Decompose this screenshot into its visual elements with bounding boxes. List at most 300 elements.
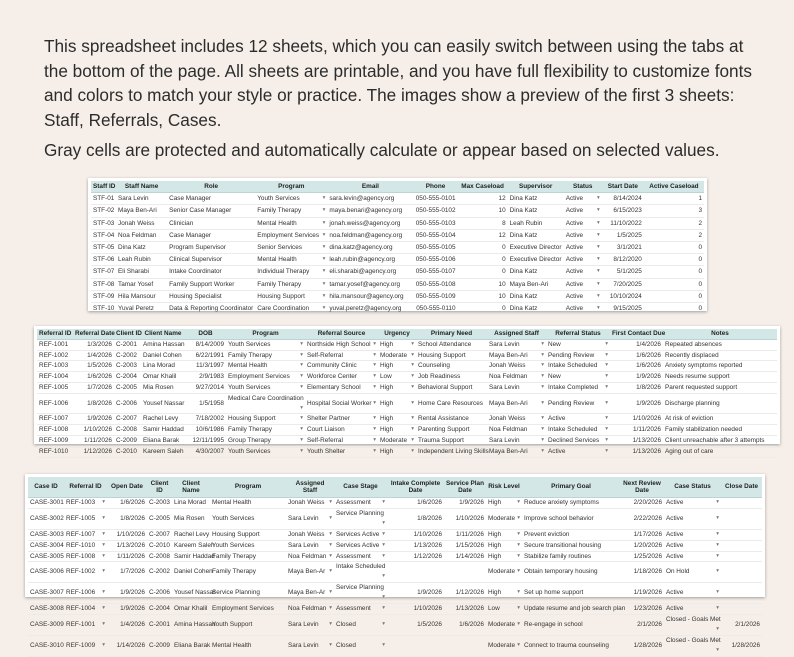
referral-cell[interactable]: Active ▾ <box>546 446 610 457</box>
case-cell[interactable]: Assessment ▾ <box>334 498 387 509</box>
table-row <box>91 242 704 254</box>
case-cell: Omar Khalil <box>172 604 210 615</box>
staff-cell: Sara Levin <box>116 193 167 205</box>
referral-cell[interactable]: New ▾ <box>546 339 610 350</box>
table-row <box>91 254 704 266</box>
referral-cell: Anxiety symptoms reported <box>663 361 777 372</box>
case-cell[interactable]: Intake Scheduled ▾ <box>334 562 387 583</box>
referral-cell[interactable]: High ▾ <box>378 382 416 393</box>
referral-cell[interactable]: Maya Ben-Ari ▾ <box>487 393 546 414</box>
referral-cell[interactable]: Family Therapy ▾ <box>226 425 305 436</box>
table-row <box>28 508 762 529</box>
case-cell[interactable]: Active ▾ <box>664 583 721 604</box>
referral-cell: 1/12/2026 <box>73 446 114 457</box>
staff-cell: 11/10/2022 <box>602 217 644 229</box>
staff-cell: Family Support Worker <box>167 278 255 290</box>
staff-table <box>91 181 704 315</box>
referral-header-cell: Primary Need <box>416 329 487 339</box>
case-cell: Eliana Barak <box>172 635 210 656</box>
referral-cell[interactable]: Intake Scheduled ▾ <box>546 361 610 372</box>
case-cell: 1/6/2026 <box>444 614 486 635</box>
referral-cell: 2/9/1983 <box>185 372 226 383</box>
case-cell: CASE-3002 <box>28 508 64 529</box>
staff-cell: Clinician <box>167 217 255 229</box>
case-cell[interactable]: Sara Levin ▾ <box>286 635 334 656</box>
staff-cell: Maya Ben-Ari <box>508 278 564 290</box>
referral-cell: 1/13/2026 <box>610 446 663 457</box>
staff-cell[interactable]: Housing Support ▾ <box>255 290 327 302</box>
case-cell: CASE-3009 <box>28 614 64 635</box>
case-cell <box>387 562 444 583</box>
referral-cell: 11/3/1997 <box>185 361 226 372</box>
referral-cell: Counseling <box>416 361 487 372</box>
referral-cell[interactable]: Declined Services ▾ <box>546 435 610 446</box>
case-cell[interactable]: REF-1005 ▾ <box>64 508 107 529</box>
referral-cell[interactable]: High ▾ <box>378 339 416 350</box>
case-cell[interactable]: Sara Levin ▾ <box>286 508 334 529</box>
staff-cell: leah.rubin@agency.org <box>327 254 413 266</box>
case-cell: 1/7/2026 <box>107 562 147 583</box>
table-row <box>37 435 777 446</box>
case-cell: Yousef Nassar <box>172 583 210 604</box>
referral-cell: 1/8/2026 <box>610 382 663 393</box>
table-row <box>37 372 777 383</box>
referral-header-cell: Referral Date <box>73 329 114 339</box>
case-cell[interactable]: REF-1002 ▾ <box>64 562 107 583</box>
case-cell[interactable]: REF-1008 ▾ <box>64 551 107 562</box>
staff-cell[interactable]: Active ▾ <box>564 205 602 217</box>
referral-cell[interactable]: Maya Ben-Ari ▾ <box>487 350 546 361</box>
referral-cell: REF-1007 <box>37 414 73 425</box>
referral-cell[interactable]: New ▾ <box>546 372 610 383</box>
staff-cell[interactable]: Active ▾ <box>564 242 602 254</box>
staff-cell: 8 <box>458 217 508 229</box>
case-cell[interactable]: Active ▾ <box>664 498 721 509</box>
cases-table <box>28 477 762 657</box>
referral-cell[interactable]: Community Clinic ▾ <box>305 361 378 372</box>
case-cell[interactable]: Closed - Goals Met ▾ <box>664 635 721 656</box>
staff-cell[interactable]: Employment Services ▾ <box>255 229 327 241</box>
staff-cell: 0 <box>644 266 704 278</box>
case-cell: CASE-3008 <box>28 604 64 615</box>
case-cell: 1/8/2026 <box>387 508 444 529</box>
referral-cell[interactable]: Youth Shelter ▾ <box>305 446 378 457</box>
referral-cell[interactable]: Youth Services ▾ <box>226 382 305 393</box>
case-cell: C-2004 <box>147 604 172 615</box>
staff-header-cell: Max Caseload <box>458 181 508 193</box>
referral-cell[interactable]: Pending Review ▾ <box>546 393 610 414</box>
case-cell[interactable]: Moderate ▾ <box>486 508 522 529</box>
case-header-cell: Case Stage <box>334 477 387 498</box>
referral-cell[interactable]: High ▾ <box>378 414 416 425</box>
referral-header-cell: Referral ID <box>37 329 73 339</box>
case-cell: 1/10/2026 <box>387 529 444 540</box>
referral-cell[interactable]: Northside High School ▾ <box>305 339 378 350</box>
case-cell: Family Therapy <box>210 562 286 583</box>
case-header-cell: Close Date <box>721 477 762 498</box>
referral-cell[interactable]: Pending Review ▾ <box>546 350 610 361</box>
case-header-cell: Client ID <box>147 477 172 498</box>
case-cell[interactable]: Assessment ▾ <box>334 604 387 615</box>
referral-cell: 1/9/2026 <box>73 414 114 425</box>
case-cell[interactable]: Active ▾ <box>664 551 721 562</box>
referral-header-cell: Assigned Staff <box>487 329 546 339</box>
case-cell: 1/20/2026 <box>620 540 664 551</box>
referral-cell[interactable]: Noa Feldman ▾ <box>487 372 546 383</box>
case-header-cell: Risk Level <box>486 477 522 498</box>
referral-cell: 9/27/2014 <box>185 382 226 393</box>
case-cell: 1/9/2026 <box>107 583 147 604</box>
referral-cell[interactable]: Intake Scheduled ▾ <box>546 425 610 436</box>
case-cell[interactable]: Closed - Goals Met ▾ <box>664 614 721 635</box>
referral-cell[interactable]: Youth Services ▾ <box>226 446 305 457</box>
table-row <box>91 278 704 290</box>
cases-sheet-preview <box>25 474 765 649</box>
case-cell[interactable]: Moderate ▾ <box>486 562 522 583</box>
table-row <box>37 350 777 361</box>
referral-header-cell: Client ID <box>114 329 141 339</box>
referral-cell: 1/11/2026 <box>610 425 663 436</box>
table-row <box>91 266 704 278</box>
staff-cell: 050-555-0107 <box>413 266 457 278</box>
referral-cell[interactable]: Moderate ▾ <box>378 435 416 446</box>
staff-cell[interactable]: Care Coordination ▾ <box>255 303 327 315</box>
case-cell[interactable]: Noa Feldman ▾ <box>286 604 334 615</box>
referral-cell: Amina Hassan <box>141 339 185 350</box>
staff-cell: Eli Sharabi <box>116 266 167 278</box>
intro-text <box>44 34 764 163</box>
staff-cell: 0 <box>458 242 508 254</box>
referrals-table <box>37 329 777 458</box>
referral-cell: 12/11/1995 <box>185 435 226 446</box>
case-cell[interactable]: Maya Ben-Ar ▾ <box>286 583 334 604</box>
referral-cell: 1/3/2026 <box>73 339 114 350</box>
referral-cell: 1/7/2026 <box>73 382 114 393</box>
staff-header-cell: Program <box>255 181 327 193</box>
staff-cell[interactable]: Active ▾ <box>564 254 602 266</box>
staff-cell: Dina Katz <box>508 193 564 205</box>
case-cell: C-2002 <box>147 562 172 583</box>
staff-cell[interactable]: Youth Services ▾ <box>255 193 327 205</box>
case-cell: Re-engage in school <box>522 614 620 635</box>
staff-cell: jonah.weiss@agency.org <box>327 217 413 229</box>
case-header-cell: Client Name <box>172 477 210 498</box>
staff-cell[interactable]: Active ▾ <box>564 278 602 290</box>
case-cell[interactable]: REF-1009 ▾ <box>64 635 107 656</box>
staff-cell: Jonah Weiss <box>116 217 167 229</box>
referral-cell: REF-1008 <box>37 425 73 436</box>
staff-cell: Program Supervisor <box>167 242 255 254</box>
case-cell[interactable]: REF-1007 ▾ <box>64 529 107 540</box>
staff-cell[interactable]: Senior Services ▾ <box>255 242 327 254</box>
referral-cell: 1/4/2026 <box>610 339 663 350</box>
case-cell: 1/5/2026 <box>387 614 444 635</box>
referral-cell[interactable]: Jonah Weiss ▾ <box>487 414 546 425</box>
staff-cell: STF-09 <box>91 290 116 302</box>
case-cell: 2/1/2026 <box>620 614 664 635</box>
staff-cell[interactable]: Individual Therapy ▾ <box>255 266 327 278</box>
case-cell[interactable]: Moderate ▾ <box>486 635 522 656</box>
table-row <box>91 303 704 315</box>
case-cell: 1/11/2026 <box>444 529 486 540</box>
referral-header-cell: DOB <box>185 329 226 339</box>
referral-cell[interactable]: High ▾ <box>378 361 416 372</box>
referral-cell: C-2006 <box>114 393 141 414</box>
staff-cell: 10/10/2024 <box>602 290 644 302</box>
referral-cell: C-2009 <box>114 435 141 446</box>
staff-cell: 050-555-0109 <box>413 290 457 302</box>
referral-header-cell: Notes <box>663 329 777 339</box>
table-row <box>28 562 762 583</box>
case-cell[interactable]: High ▾ <box>486 583 522 604</box>
case-cell[interactable]: Service Planning ▾ <box>334 583 387 604</box>
case-header-cell: Primary Goal <box>522 477 620 498</box>
staff-cell: 8/12/2020 <box>602 254 644 266</box>
case-cell: CASE-3004 <box>28 540 64 551</box>
case-cell: Connect to trauma counseling <box>522 635 620 656</box>
referral-cell: Eliana Barak <box>141 435 185 446</box>
referral-cell: REF-1001 <box>37 339 73 350</box>
case-cell: Service Planning <box>210 583 286 604</box>
case-cell[interactable]: On Hold ▾ <box>664 562 721 583</box>
case-cell[interactable]: Active ▾ <box>664 604 721 615</box>
referral-cell[interactable]: High ▾ <box>378 393 416 414</box>
referral-cell: Mia Rosen <box>141 382 185 393</box>
referral-cell[interactable]: Jonah Weiss ▾ <box>487 361 546 372</box>
case-cell[interactable]: Sara Levin ▾ <box>286 614 334 635</box>
case-cell[interactable]: Services Active ▾ <box>334 540 387 551</box>
referral-cell[interactable]: Workforce Center ▾ <box>305 372 378 383</box>
referral-cell: 8/14/2009 <box>185 339 226 350</box>
referral-cell: C-2007 <box>114 414 141 425</box>
referral-cell: C-2010 <box>114 446 141 457</box>
case-cell: C-2005 <box>147 508 172 529</box>
staff-cell: Tamar Yosef <box>116 278 167 290</box>
case-cell: 2/20/2026 <box>620 498 664 509</box>
case-cell[interactable]: REF-1006 ▾ <box>64 583 107 604</box>
case-cell[interactable]: Moderate ▾ <box>486 614 522 635</box>
case-cell: CASE-3001 <box>28 498 64 509</box>
case-cell: Secure transitional housing <box>522 540 620 551</box>
case-cell[interactable]: Jonah Weiss ▾ <box>286 498 334 509</box>
staff-cell: Hila Mansour <box>116 290 167 302</box>
referral-cell[interactable]: Mental Health ▾ <box>226 361 305 372</box>
referral-cell: 1/6/2026 <box>610 361 663 372</box>
referral-cell[interactable]: Youth Services ▾ <box>226 339 305 350</box>
cases-header-row <box>28 477 762 498</box>
referral-cell[interactable]: Employment Services ▾ <box>226 372 305 383</box>
case-header-cell: Open Date <box>107 477 147 498</box>
staff-cell[interactable]: Active ▾ <box>564 229 602 241</box>
referral-cell[interactable]: Moderate ▾ <box>378 350 416 361</box>
staff-cell[interactable]: Active ▾ <box>564 290 602 302</box>
case-cell[interactable]: REF-1010 ▾ <box>64 540 107 551</box>
case-cell: 1/17/2026 <box>620 529 664 540</box>
referral-header-cell: Urgency <box>378 329 416 339</box>
case-cell[interactable]: Services Active ▾ <box>334 529 387 540</box>
staff-cell[interactable]: Active ▾ <box>564 266 602 278</box>
case-cell[interactable]: High ▾ <box>486 540 522 551</box>
case-cell: Youth Support <box>210 614 286 635</box>
staff-cell[interactable]: Mental Health ▾ <box>255 217 327 229</box>
case-cell: Mental Health <box>210 635 286 656</box>
staff-cell: 3 <box>644 205 704 217</box>
case-cell: 1/14/2026 <box>107 635 147 656</box>
staff-header-cell: Email <box>327 181 413 193</box>
referral-cell: 10/6/1986 <box>185 425 226 436</box>
staff-cell[interactable]: Active ▾ <box>564 193 602 205</box>
staff-cell: 3/1/2021 <box>602 242 644 254</box>
staff-cell: Leah Rubin <box>508 217 564 229</box>
referral-cell[interactable]: Sara Levin ▾ <box>487 382 546 393</box>
referral-cell[interactable]: Low ▾ <box>378 372 416 383</box>
case-cell: 1/10/2026 <box>444 508 486 529</box>
referral-cell[interactable]: Shelter Partner ▾ <box>305 414 378 425</box>
staff-cell[interactable]: Family Therapy ▾ <box>255 278 327 290</box>
referral-cell[interactable]: Medical Care Coordination ▾ <box>226 393 305 414</box>
case-cell[interactable]: Assessment ▾ <box>334 551 387 562</box>
referral-cell[interactable]: Elementary School ▾ <box>305 382 378 393</box>
staff-cell[interactable]: Active ▾ <box>564 217 602 229</box>
staff-cell: STF-01 <box>91 193 116 205</box>
staff-cell[interactable]: Active ▾ <box>564 303 602 315</box>
case-cell[interactable]: High ▾ <box>486 498 522 509</box>
staff-cell: STF-08 <box>91 278 116 290</box>
referral-cell[interactable]: Active ▾ <box>546 414 610 425</box>
referral-cell: C-2005 <box>114 382 141 393</box>
staff-cell: Maya Ben-Ari <box>116 205 167 217</box>
staff-header-cell: Active Caseload <box>644 181 704 193</box>
case-cell[interactable]: Noa Feldman ▾ <box>286 551 334 562</box>
referral-cell[interactable]: Sara Levin ▾ <box>487 339 546 350</box>
staff-cell[interactable]: Family Therapy ▾ <box>255 205 327 217</box>
referral-cell[interactable]: High ▾ <box>378 446 416 457</box>
referral-cell[interactable]: Sara Levin ▾ <box>487 435 546 446</box>
staff-cell: Executive Director <box>508 242 564 254</box>
staff-cell: dina.katz@agency.org <box>327 242 413 254</box>
case-cell: 1/9/2026 <box>444 498 486 509</box>
case-cell <box>721 562 762 583</box>
referral-cell[interactable]: Self-Referral ▾ <box>305 435 378 446</box>
staff-cell: STF-06 <box>91 254 116 266</box>
referral-cell: 1/10/2026 <box>610 414 663 425</box>
table-row <box>28 540 762 551</box>
staff-cell[interactable]: Mental Health ▾ <box>255 254 327 266</box>
referral-cell[interactable]: Hospital Social Worker ▾ <box>305 393 378 414</box>
referral-cell[interactable]: Group Therapy ▾ <box>226 435 305 446</box>
referral-cell: Family stabilization needed <box>663 425 777 436</box>
case-cell: C-2006 <box>147 583 172 604</box>
referral-cell: 1/8/2026 <box>73 393 114 414</box>
referral-cell[interactable]: Family Therapy ▾ <box>226 350 305 361</box>
referral-cell: Parent requested support <box>663 382 777 393</box>
referral-cell: 1/5/2026 <box>73 361 114 372</box>
referral-cell: C-2003 <box>114 361 141 372</box>
staff-cell: 8/14/2024 <box>602 193 644 205</box>
case-cell[interactable]: REF-1003 ▾ <box>64 498 107 509</box>
case-cell[interactable]: Jonah Weiss ▾ <box>286 529 334 540</box>
table-row <box>91 229 704 241</box>
staff-cell: STF-07 <box>91 266 116 278</box>
staff-cell: noa.feldman@agency.org <box>327 229 413 241</box>
staff-cell: 10 <box>458 278 508 290</box>
staff-sheet-preview <box>88 178 707 311</box>
case-cell: Rachel Levy <box>172 529 210 540</box>
staff-cell: eli.sharabi@agency.org <box>327 266 413 278</box>
referral-cell[interactable]: Court Liaison ▾ <box>305 425 378 436</box>
case-cell[interactable]: REF-1004 ▾ <box>64 604 107 615</box>
case-cell: Update resume and job search plan <box>522 604 620 615</box>
case-cell[interactable]: Active ▾ <box>664 540 721 551</box>
case-cell[interactable]: Closed ▾ <box>334 635 387 656</box>
staff-cell: Senior Case Manager <box>167 205 255 217</box>
case-cell[interactable]: REF-1001 ▾ <box>64 614 107 635</box>
referral-cell: Kareem Saleh <box>141 446 185 457</box>
case-cell[interactable]: High ▾ <box>486 529 522 540</box>
staff-cell: Dina Katz <box>508 266 564 278</box>
case-cell[interactable]: Active ▾ <box>664 529 721 540</box>
referral-cell[interactable]: Maya Ben-Ari ▾ <box>487 446 546 457</box>
staff-cell: 2 <box>644 217 704 229</box>
referral-cell[interactable]: Intake Completed ▾ <box>546 382 610 393</box>
case-cell[interactable]: Sara Levin ▾ <box>286 540 334 551</box>
case-cell[interactable]: High ▾ <box>486 551 522 562</box>
case-cell: Obtain temporary housing <box>522 562 620 583</box>
case-cell[interactable]: Closed ▾ <box>334 614 387 635</box>
referral-cell: Rachel Levy <box>141 414 185 425</box>
case-header-cell: Assigned Staff <box>286 477 334 498</box>
case-cell[interactable]: Service Planning ▾ <box>334 508 387 529</box>
staff-cell: Noa Feldman <box>116 229 167 241</box>
staff-cell: 050-555-0108 <box>413 278 457 290</box>
referral-cell: REF-1003 <box>37 361 73 372</box>
case-cell: C-2010 <box>147 540 172 551</box>
referrals-header-row <box>37 329 777 339</box>
case-cell <box>721 498 762 509</box>
staff-cell: Clinical Supervisor <box>167 254 255 266</box>
case-cell <box>721 583 762 604</box>
referral-cell: Parenting Support <box>416 425 487 436</box>
referral-cell: REF-1005 <box>37 382 73 393</box>
case-cell: Employment Services <box>210 604 286 615</box>
case-cell: 1/6/2026 <box>107 498 147 509</box>
staff-cell: 050-555-0105 <box>413 242 457 254</box>
case-cell[interactable]: Active ▾ <box>664 508 721 529</box>
referral-cell[interactable]: High ▾ <box>378 425 416 436</box>
case-cell: CASE-3003 <box>28 529 64 540</box>
referral-cell[interactable]: Housing Support ▾ <box>226 414 305 425</box>
case-cell[interactable]: Low ▾ <box>486 604 522 615</box>
case-cell[interactable]: Maya Ben-Ar ▾ <box>286 562 334 583</box>
staff-cell: 050-555-0106 <box>413 254 457 266</box>
staff-cell: 0 <box>458 303 508 315</box>
case-header-cell: Service Plan Date <box>444 477 486 498</box>
staff-cell: 0 <box>458 254 508 266</box>
staff-cell: 10 <box>458 205 508 217</box>
staff-cell: STF-04 <box>91 229 116 241</box>
referral-cell: 1/5/1958 <box>185 393 226 414</box>
case-cell: C-2009 <box>147 635 172 656</box>
referral-cell[interactable]: Noa Feldman ▾ <box>487 425 546 436</box>
case-cell <box>444 562 486 583</box>
referral-cell[interactable]: Self-Referral ▾ <box>305 350 378 361</box>
table-row <box>28 551 762 562</box>
case-cell: 1/13/2026 <box>107 540 147 551</box>
referral-cell: 1/9/2026 <box>610 372 663 383</box>
case-cell: 1/10/2026 <box>107 529 147 540</box>
staff-cell: Dina Katz <box>508 290 564 302</box>
case-cell: 1/28/2026 <box>620 635 664 656</box>
